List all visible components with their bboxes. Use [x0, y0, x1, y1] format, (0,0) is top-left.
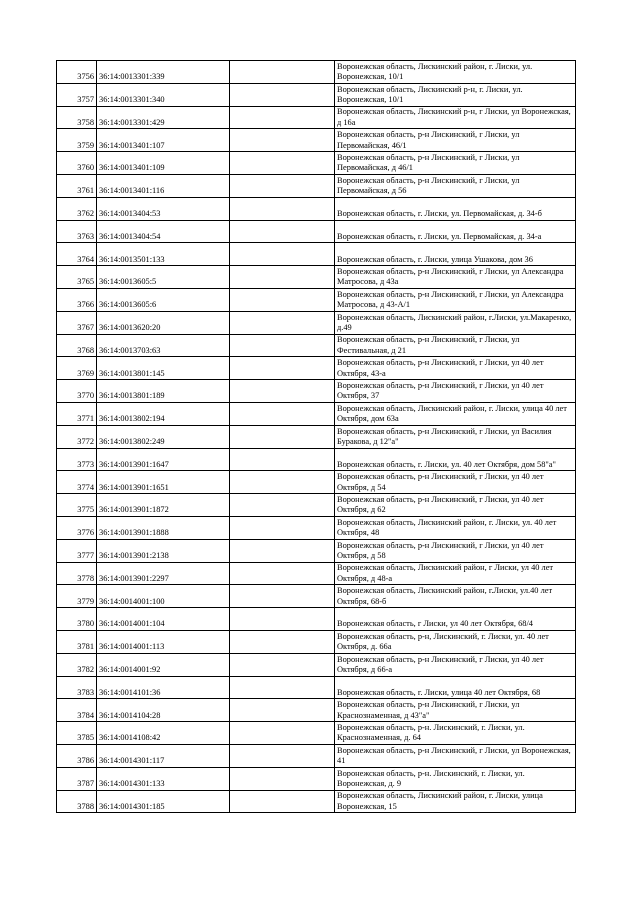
row-number: 3777 — [57, 539, 97, 562]
table-row — [57, 516, 576, 539]
empty-cell — [230, 699, 335, 722]
row-number: 3780 — [57, 608, 97, 631]
row-number: 3781 — [57, 630, 97, 653]
empty-cell — [230, 402, 335, 425]
row-number: 3770 — [57, 380, 97, 403]
cadastral-number: 36:14:0013605:5 — [97, 266, 230, 289]
empty-cell — [230, 174, 335, 197]
row-number: 3769 — [57, 357, 97, 380]
cadastral-number: 36:14:0013801:145 — [97, 357, 230, 380]
empty-cell — [230, 83, 335, 106]
table-row — [57, 357, 576, 380]
address: Воронежская область, р-н Лискинский, г Лиски, ул Фестивальная, д 21 — [335, 334, 576, 357]
table-row — [57, 334, 576, 357]
address: Воронежская область, р-н Лискинский, г Лиски, ул Василия Буракова, д 12"а" — [335, 425, 576, 448]
address: Воронежская область, г. Лиски, улица 40 лет Октября, 68 — [335, 676, 576, 699]
table-row — [57, 402, 576, 425]
address: Воронежская область, Лискинский район, г. Лиски, улица Воронежская, 15 — [335, 790, 576, 813]
row-number: 3788 — [57, 790, 97, 813]
table-row — [57, 562, 576, 585]
address: Воронежская область, Лискинский р-н, г Лиски, ул Воронежская, д 16а — [335, 106, 576, 129]
empty-cell — [230, 630, 335, 653]
table-row — [57, 722, 576, 745]
empty-cell — [230, 722, 335, 745]
empty-cell — [230, 562, 335, 585]
row-number: 3774 — [57, 471, 97, 494]
cadastral-number: 36:14:0013802:249 — [97, 425, 230, 448]
cadastral-number: 36:14:0014101:36 — [97, 676, 230, 699]
row-number: 3768 — [57, 334, 97, 357]
cadastral-number: 36:14:0013301:339 — [97, 61, 230, 84]
cadastral-number: 36:14:0013802:194 — [97, 402, 230, 425]
empty-cell — [230, 425, 335, 448]
table-row — [57, 83, 576, 106]
address: Воронежская область, г. Лиски, ул. Первомайская, д. 34-а — [335, 220, 576, 243]
cadastral-number: 36:14:0014301:185 — [97, 790, 230, 813]
address: Воронежская область, р-н Лискинский, г Лиски, ул Краснознаменная, д 43"а" — [335, 699, 576, 722]
row-number: 3772 — [57, 425, 97, 448]
row-number: 3773 — [57, 448, 97, 471]
address: Воронежская область, р-н Лискинский, г Лиски, ул 40 лет Октября, д 62 — [335, 494, 576, 517]
empty-cell — [230, 152, 335, 175]
cadastral-number: 36:14:0014001:104 — [97, 608, 230, 631]
empty-cell — [230, 744, 335, 767]
row-number: 3786 — [57, 744, 97, 767]
table-row — [57, 129, 576, 152]
cadastral-number: 36:14:0013901:1872 — [97, 494, 230, 517]
table-row — [57, 608, 576, 631]
address: Воронежская область, р-н Лискинский, г Лиски, ул 40 лет Октября, д 58 — [335, 539, 576, 562]
table-row — [57, 220, 576, 243]
empty-cell — [230, 653, 335, 676]
cadastral-number: 36:14:0014108:42 — [97, 722, 230, 745]
empty-cell — [230, 676, 335, 699]
table-row — [57, 266, 576, 289]
table-row — [57, 174, 576, 197]
cadastral-number: 36:14:0013301:340 — [97, 83, 230, 106]
table-row — [57, 311, 576, 334]
row-number: 3765 — [57, 266, 97, 289]
row-number: 3778 — [57, 562, 97, 585]
cadastral-number: 36:14:0013901:2297 — [97, 562, 230, 585]
cadastral-number: 36:14:0013401:107 — [97, 129, 230, 152]
empty-cell — [230, 448, 335, 471]
table-row — [57, 197, 576, 220]
empty-cell — [230, 220, 335, 243]
address: Воронежская область, г. Лиски, ул. Первомайская, д. 34-б — [335, 197, 576, 220]
row-number: 3784 — [57, 699, 97, 722]
row-number: 3756 — [57, 61, 97, 84]
row-number: 3775 — [57, 494, 97, 517]
table-row — [57, 767, 576, 790]
address: Воронежская область, р-н Лискинский, г Лиски, ул Воронежская, 41 — [335, 744, 576, 767]
cadastral-number: 36:14:0013501:133 — [97, 243, 230, 266]
table-row — [57, 448, 576, 471]
address: Воронежская область, р-н Лискинский, г Лиски, ул 40 лет Октября, 37 — [335, 380, 576, 403]
address: Воронежская область, г Лиски, ул 40 лет Октября, 68/4 — [335, 608, 576, 631]
cadastral-number: 36:14:0014001:113 — [97, 630, 230, 653]
address: Воронежская область, г. Лиски, ул. 40 лет Октября, дом 58"а" — [335, 448, 576, 471]
row-number: 3776 — [57, 516, 97, 539]
row-number: 3761 — [57, 174, 97, 197]
address: Воронежская область, Лискинский р-н, г. Лиски, ул. Воронежская, 10/1 — [335, 83, 576, 106]
table-row — [57, 106, 576, 129]
cadastral-number: 36:14:0013901:2138 — [97, 539, 230, 562]
cadastral-number: 36:14:0013801:189 — [97, 380, 230, 403]
row-number: 3760 — [57, 152, 97, 175]
row-number: 3757 — [57, 83, 97, 106]
cadastral-number: 36:14:0013703:63 — [97, 334, 230, 357]
cadastral-number: 36:14:0014301:117 — [97, 744, 230, 767]
address: Воронежская область, р-н Лискинский, г Лиски, ул Александра Матросова, д 43а — [335, 266, 576, 289]
row-number: 3763 — [57, 220, 97, 243]
empty-cell — [230, 266, 335, 289]
row-number: 3782 — [57, 653, 97, 676]
row-number: 3758 — [57, 106, 97, 129]
table-row — [57, 288, 576, 311]
cadastral-number: 36:14:0013901:1647 — [97, 448, 230, 471]
table-row — [57, 539, 576, 562]
row-number: 3783 — [57, 676, 97, 699]
table-row — [57, 744, 576, 767]
address: Воронежская область, р-н. Лискинский, г. Лиски, ул. Воронежская, д. 9 — [335, 767, 576, 790]
row-number: 3767 — [57, 311, 97, 334]
row-number: 3766 — [57, 288, 97, 311]
cadastral-number: 36:14:0013301:429 — [97, 106, 230, 129]
table-row — [57, 425, 576, 448]
table-row — [57, 790, 576, 813]
address: Воронежская область, р-н Лискинский, г Лиски, ул Первомайская, д 46/1 — [335, 152, 576, 175]
row-number: 3771 — [57, 402, 97, 425]
address: Воронежская область, р-н. Лискинский, г. Лиски, ул. Краснознаменная, д. 64 — [335, 722, 576, 745]
cadastral-number: 36:14:0013605:6 — [97, 288, 230, 311]
row-number: 3759 — [57, 129, 97, 152]
table-row — [57, 676, 576, 699]
empty-cell — [230, 334, 335, 357]
table-row — [57, 152, 576, 175]
cadastral-number: 36:14:0014301:133 — [97, 767, 230, 790]
empty-cell — [230, 790, 335, 813]
cadastral-table — [56, 60, 576, 813]
address: Воронежская область, Лискинский район, г. Лиски, ул. Воронежская, 10/1 — [335, 61, 576, 84]
address: Воронежская область, Лискинский район, г.Лиски, ул.40 лет Октября, 68-б — [335, 585, 576, 608]
address: Воронежская область, Лискинский район, г. Лиски, ул. 40 лет Октября, 48 — [335, 516, 576, 539]
table-row — [57, 585, 576, 608]
empty-cell — [230, 767, 335, 790]
address: Воронежская область, Лискинский район, г Лиски, ул 40 лет Октября, д 48-а — [335, 562, 576, 585]
cadastral-number: 36:14:0014001:92 — [97, 653, 230, 676]
empty-cell — [230, 471, 335, 494]
table-row — [57, 653, 576, 676]
cadastral-number: 36:14:0013401:116 — [97, 174, 230, 197]
empty-cell — [230, 61, 335, 84]
empty-cell — [230, 585, 335, 608]
table-row — [57, 471, 576, 494]
address: Воронежская область, г. Лиски, улица Ушакова, дом 36 — [335, 243, 576, 266]
cadastral-number: 36:14:0013620:20 — [97, 311, 230, 334]
address: Воронежская область, Лискинский район, г.Лиски, ул.Макаренко, д.49 — [335, 311, 576, 334]
cadastral-number: 36:14:0013901:1888 — [97, 516, 230, 539]
empty-cell — [230, 357, 335, 380]
empty-cell — [230, 608, 335, 631]
empty-cell — [230, 243, 335, 266]
address: Воронежская область, р-н Лискинский, г Лиски, ул 40 лет Октября, д 54 — [335, 471, 576, 494]
address: Воронежская область, Лискинский район, г. Лиски, улица 40 лет Октября, дом 63а — [335, 402, 576, 425]
table-row — [57, 494, 576, 517]
cadastral-number: 36:14:0014001:100 — [97, 585, 230, 608]
row-number: 3762 — [57, 197, 97, 220]
row-number: 3787 — [57, 767, 97, 790]
empty-cell — [230, 311, 335, 334]
cadastral-number: 36:14:0013404:53 — [97, 197, 230, 220]
cadastral-number: 36:14:0013901:1651 — [97, 471, 230, 494]
empty-cell — [230, 197, 335, 220]
row-number: 3764 — [57, 243, 97, 266]
address: Воронежская область, р-н Лискинский, г Лиски, ул 40 лет Октября, д 66-а — [335, 653, 576, 676]
address: Воронежская область, р-н, Лискинский, г. Лиски, ул. 40 лет Октября, д. 66а — [335, 630, 576, 653]
cadastral-number: 36:14:0013404:54 — [97, 220, 230, 243]
row-number: 3785 — [57, 722, 97, 745]
empty-cell — [230, 380, 335, 403]
empty-cell — [230, 129, 335, 152]
cadastral-number: 36:14:0013401:109 — [97, 152, 230, 175]
table-row — [57, 380, 576, 403]
row-number: 3779 — [57, 585, 97, 608]
address: Воронежская область, р-н Лискинский, г Лиски, ул Александра Матросова, д 43-А/1 — [335, 288, 576, 311]
address: Воронежская область, р-н Лискинский, г Лиски, ул Первомайская, 46/1 — [335, 129, 576, 152]
empty-cell — [230, 288, 335, 311]
table-row — [57, 630, 576, 653]
address: Воронежская область, р-н Лискинский, г Лиски, ул 40 лет Октября, 43-а — [335, 357, 576, 380]
empty-cell — [230, 539, 335, 562]
empty-cell — [230, 494, 335, 517]
table-row — [57, 699, 576, 722]
cadastral-number: 36:14:0014104:28 — [97, 699, 230, 722]
empty-cell — [230, 516, 335, 539]
table-row — [57, 243, 576, 266]
address: Воронежская область, р-н Лискинский, г Лиски, ул Первомайская, д 56 — [335, 174, 576, 197]
table-row — [57, 61, 576, 84]
empty-cell — [230, 106, 335, 129]
